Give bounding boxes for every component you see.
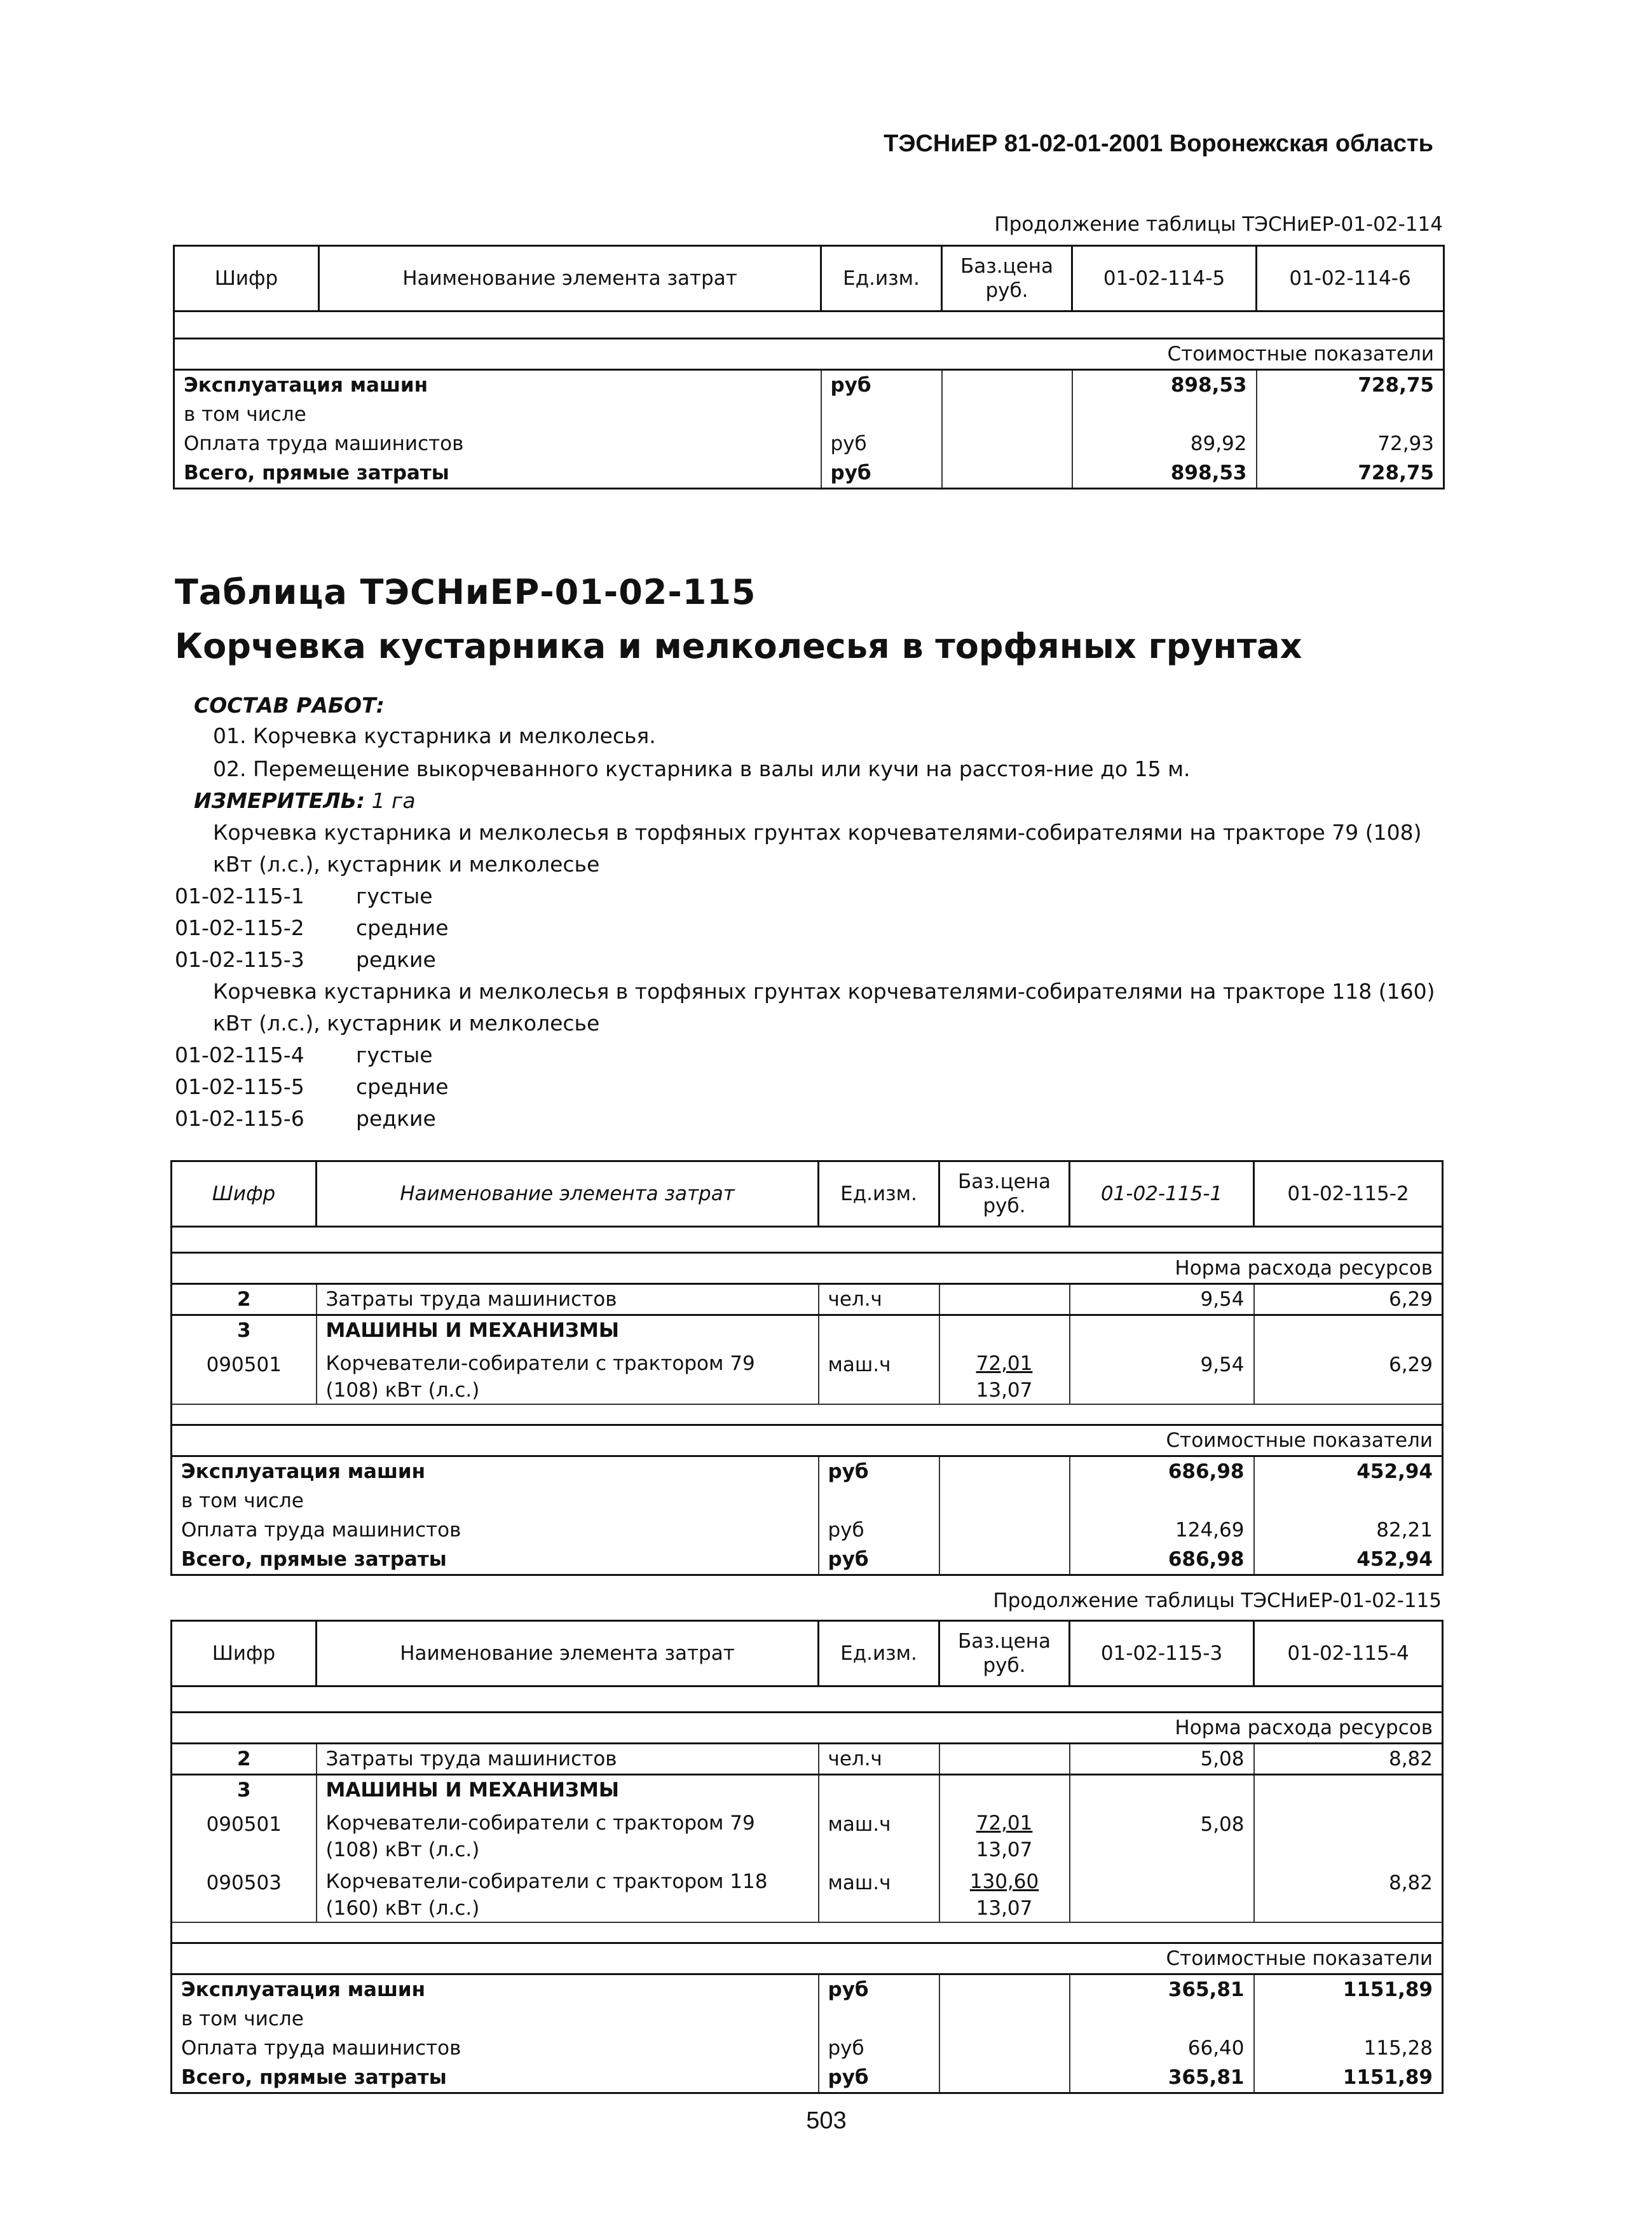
table-row: Всего, прямые затраты руб 898,53 728,75 [174,458,1444,489]
table-title: Таблица ТЭСНиЕР-01-02-115 [175,572,756,612]
base-price: 130,60 [969,1870,1039,1893]
table-section-norm: Норма расхода ресурсов [172,1713,1443,1744]
col-header-code: Шифр [172,1621,317,1686]
table-row: Оплата труда машинистов руб 89,92 72,93 [174,429,1444,458]
table-section-blank [172,1227,1443,1253]
composition-item-2: 02. Перемещение выкорчеванного кустарника в валы или кучи на расстоя-ние до 15 м. [213,756,1191,781]
table-section-cost: Стоимостные показатели [172,1943,1443,1974]
base-price-labor: 13,07 [976,1379,1033,1402]
table-row: Эксплуатация машин руб 686,98 452,94 [172,1456,1443,1487]
page-number: 503 [806,2107,847,2134]
table-115-part1 [170,1160,1444,1576]
list-item: 01-02-115-2 средние [175,915,449,940]
table-row: в том числе [174,400,1444,429]
col-header-unit: Ед.изм. [819,1621,939,1686]
document-header: ТЭСНиЕР 81-02-01-2001 Воронежская область [884,130,1433,157]
col-header-name: Наименование элемента затрат [319,246,821,311]
table-section-cost: Стоимостные показатели [174,339,1444,370]
table-continuation-label: Продолжение таблицы ТЭСНиЕР-01-02-115 [993,1589,1442,1612]
composition-label: СОСТАВ РАБОТ: [194,693,385,718]
table-row: 090501 Корчеватели-собиратели с трактором 79 (108) кВт (л.с.) маш.ч 72,01 13,07 9,54 6,29 [172,1345,1443,1404]
col-header-v2: 01-02-114-6 [1257,246,1444,311]
col-header-code: Шифр [172,1161,317,1227]
col-header-price: Баз.цена руб. [939,1621,1070,1686]
group2-description: Корчевка кустарника и мелколесья в торфяных грунтах корчевателями-собирателями на тракторе 118 (160) кВт (л.с.), кустарник и мелколесье [213,979,1435,1036]
col-header-price: Баз.цена руб. [939,1161,1070,1227]
composition-item-1: 01. Корчевка кустарника и мелколесья. [213,723,656,748]
col-header-unit: Ед.изм. [819,1161,939,1227]
col-header-v1: 01-02-115-1 [1070,1161,1254,1227]
table-section-blank [174,311,1444,339]
table-row: Всего, прямые затраты руб 365,81 1151,89 [172,2063,1443,2093]
base-price-labor: 13,07 [976,1897,1033,1920]
col-header-unit: Ед.изм. [821,246,942,311]
base-price-labor: 13,07 [976,1838,1033,1861]
list-item: 01-02-115-4 густые [175,1043,433,1067]
table-section-cost: Стоимостные показатели [172,1425,1443,1456]
table-row: 2 Затраты труда машинистов чел.ч 5,08 8,82 [172,1744,1443,1775]
table-section-norm: Норма расхода ресурсов [172,1253,1443,1284]
table-row: в том числе [172,2004,1443,2034]
table-row: 3 МАШИНЫ И МЕХАНИЗМЫ [172,1775,1443,1805]
col-header-v1: 01-02-115-3 [1070,1621,1254,1686]
list-item: 01-02-115-5 средние [175,1074,449,1099]
table-section-blank [172,1404,1443,1425]
table-row: Оплата труда машинистов руб 66,40 115,28 [172,2034,1443,2063]
work-title: Корчевка кустарника и мелколесья в торфяных грунтах [175,626,1302,666]
table-row: 2 Затраты труда машинистов чел.ч 9,54 6,29 [172,1284,1443,1315]
table-row: Оплата труда машинистов руб 124,69 82,21 [172,1515,1443,1545]
meter-label: ИЗМЕРИТЕЛЬ: [194,788,365,813]
col-header-v2: 01-02-115-4 [1254,1621,1443,1686]
col-header-v1: 01-02-114-5 [1072,246,1257,311]
table-row: Всего, прямые затраты руб 686,98 452,94 [172,1545,1443,1575]
table-row: 3 МАШИНЫ И МЕХАНИЗМЫ [172,1315,1443,1346]
col-header-name: Наименование элемента затрат [317,1161,819,1227]
table-section-blank [172,1922,1443,1943]
table-header-row [174,246,1444,311]
col-header-code: Шифр [174,246,319,311]
table-row: Эксплуатация машин руб 365,81 1151,89 [172,1974,1443,2005]
list-item: 01-02-115-3 редкие [175,947,436,972]
meter-value: 1 га [371,788,416,813]
table-header-row [172,1161,1443,1227]
table-row: Эксплуатация машин руб 898,53 728,75 [174,370,1444,400]
table-114 [173,245,1445,489]
list-item: 01-02-115-1 густые [175,884,433,908]
table-115-part2 [170,1620,1444,2094]
col-header-name: Наименование элемента затрат [317,1621,819,1686]
table-header-row [172,1621,1443,1686]
list-item: 01-02-115-6 редкие [175,1106,436,1131]
col-header-price: Баз.цена руб. [942,246,1072,311]
col-header-v2: 01-02-115-2 [1254,1161,1443,1227]
table-row: 090501 Корчеватели-собиратели с трактором 79 (108) кВт (л.с.) маш.ч 72,01 13,07 5,08 [172,1805,1443,1863]
table-row: 090503 Корчеватели-собиратели с трактором 118 (160) кВт (л.с.) маш.ч 130,60 13,07 8,82 [172,1863,1443,1922]
table-section-blank [172,1686,1443,1713]
group1-description: Корчевка кустарника и мелколесья в торфяных грунтах корчевателями-собирателями на тракторе 79 (108) кВт (л.с.), кустарник и мелколесье [213,820,1422,877]
table-row: в том числе [172,1486,1443,1515]
table-continuation-label: Продолжение таблицы ТЭСНиЕР-01-02-114 [994,213,1443,236]
base-price: 72,01 [976,1812,1033,1835]
base-price: 72,01 [976,1352,1033,1375]
